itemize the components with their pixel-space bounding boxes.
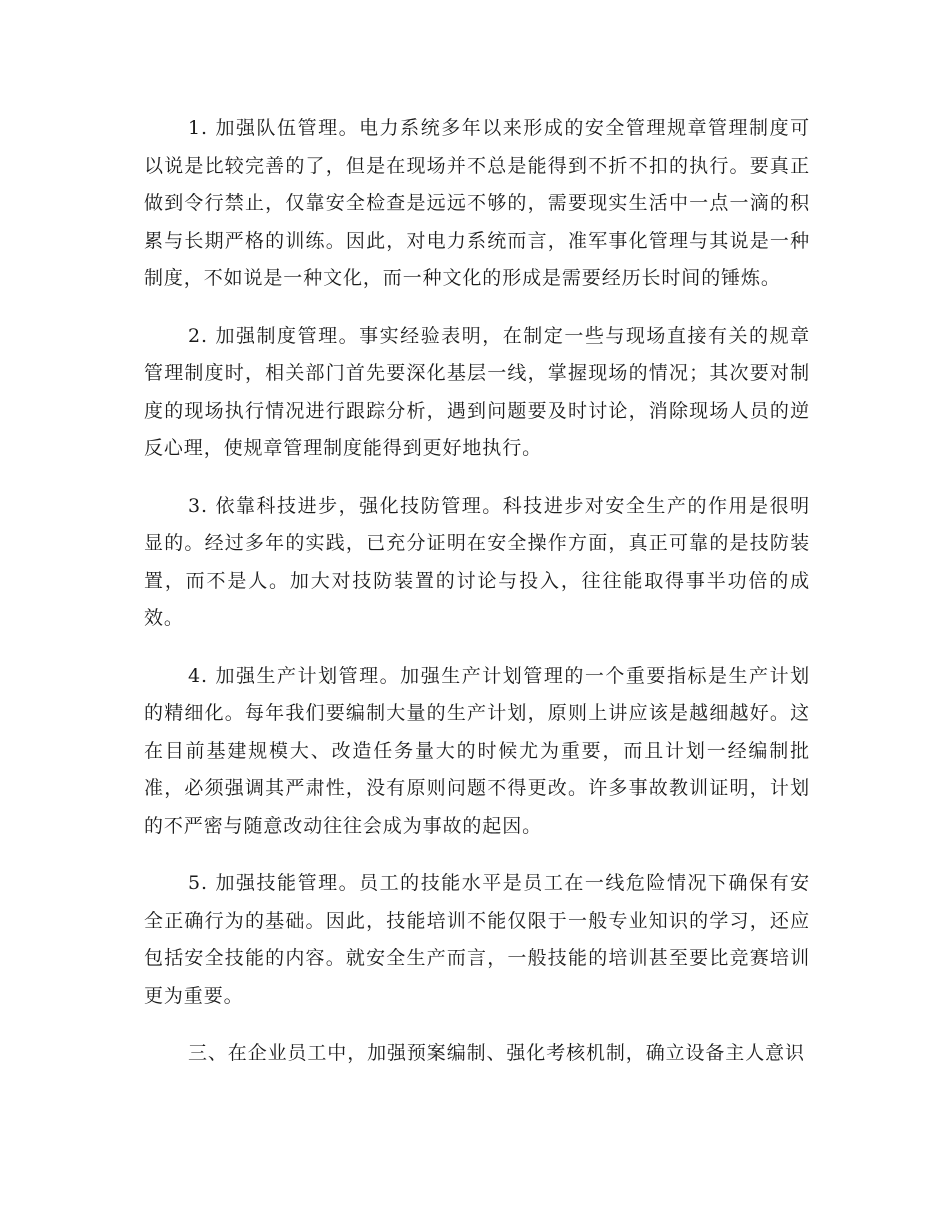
paragraph-skill-management: 5. 加强技能管理。员工的技能水平是员工在一线危险情况下确保有安全正确行为的基础。因此，技能培训不能仅限于一般专业知识的学习，还应包括安全技能的内容。就安全生产而言，一般技能的培训甚至要比竞赛培训更为重要。 [144,872,810,1007]
document-body [144,110,810,1093]
paragraph-production-plan-management: 4. 加强生产计划管理。加强生产计划管理的一个重要指标是生产计划的精细化。每年我们要编制大量的生产计划，原则上讲应该是越细越好。这在目前基建规模大、改造任务量大的时候尤为重要，而且计划一经编制批准，必须强调其严肃性，没有原则问题不得更改。许多事故教训证明，计划的不严密与随意改动往往会成为事故的起因。 [144,664,810,837]
paragraph-system-management: 2. 加强制度管理。事实经验表明，在制定一些与现场直接有关的规章管理制度时，相关部门首先要深化基层一线，掌握现场的情况；其次要对制度的现场执行情况进行跟踪分析，遇到问题要及时讨论，消除现场人员的逆反心理，使规章管理制度能得到更好地执行。 [144,324,810,459]
section-heading-three: 三、在企业员工中，加强预案编制、强化考核机制，确立设备主人意识 [188,1042,805,1064]
paragraph-team-management: 1. 加强队伍管理。电力系统多年以来形成的安全管理规章管理制度可以说是比较完善的了，但是在现场并不总是能得到不折不扣的执行。要真正做到令行禁止，仅靠安全检查是远远不够的，需要现实生活中一点一滴的积累与长期严格的训练。因此，对电力系统而言，准军事化管理与其说是一种制度，不如说是一种文化，而一种文化的形成是需要经历长时间的锤炼。 [144,117,810,289]
paragraph-technology-management: 3. 依靠科技进步，强化技防管理。科技进步对安全生产的作用是很明显的。经过多年的实践，已充分证明在安全操作方面，真正可靠的是技防装置，而不是人。加大对技防装置的讨论与投入，往往能取得事半功倍的成效。 [144,494,810,629]
